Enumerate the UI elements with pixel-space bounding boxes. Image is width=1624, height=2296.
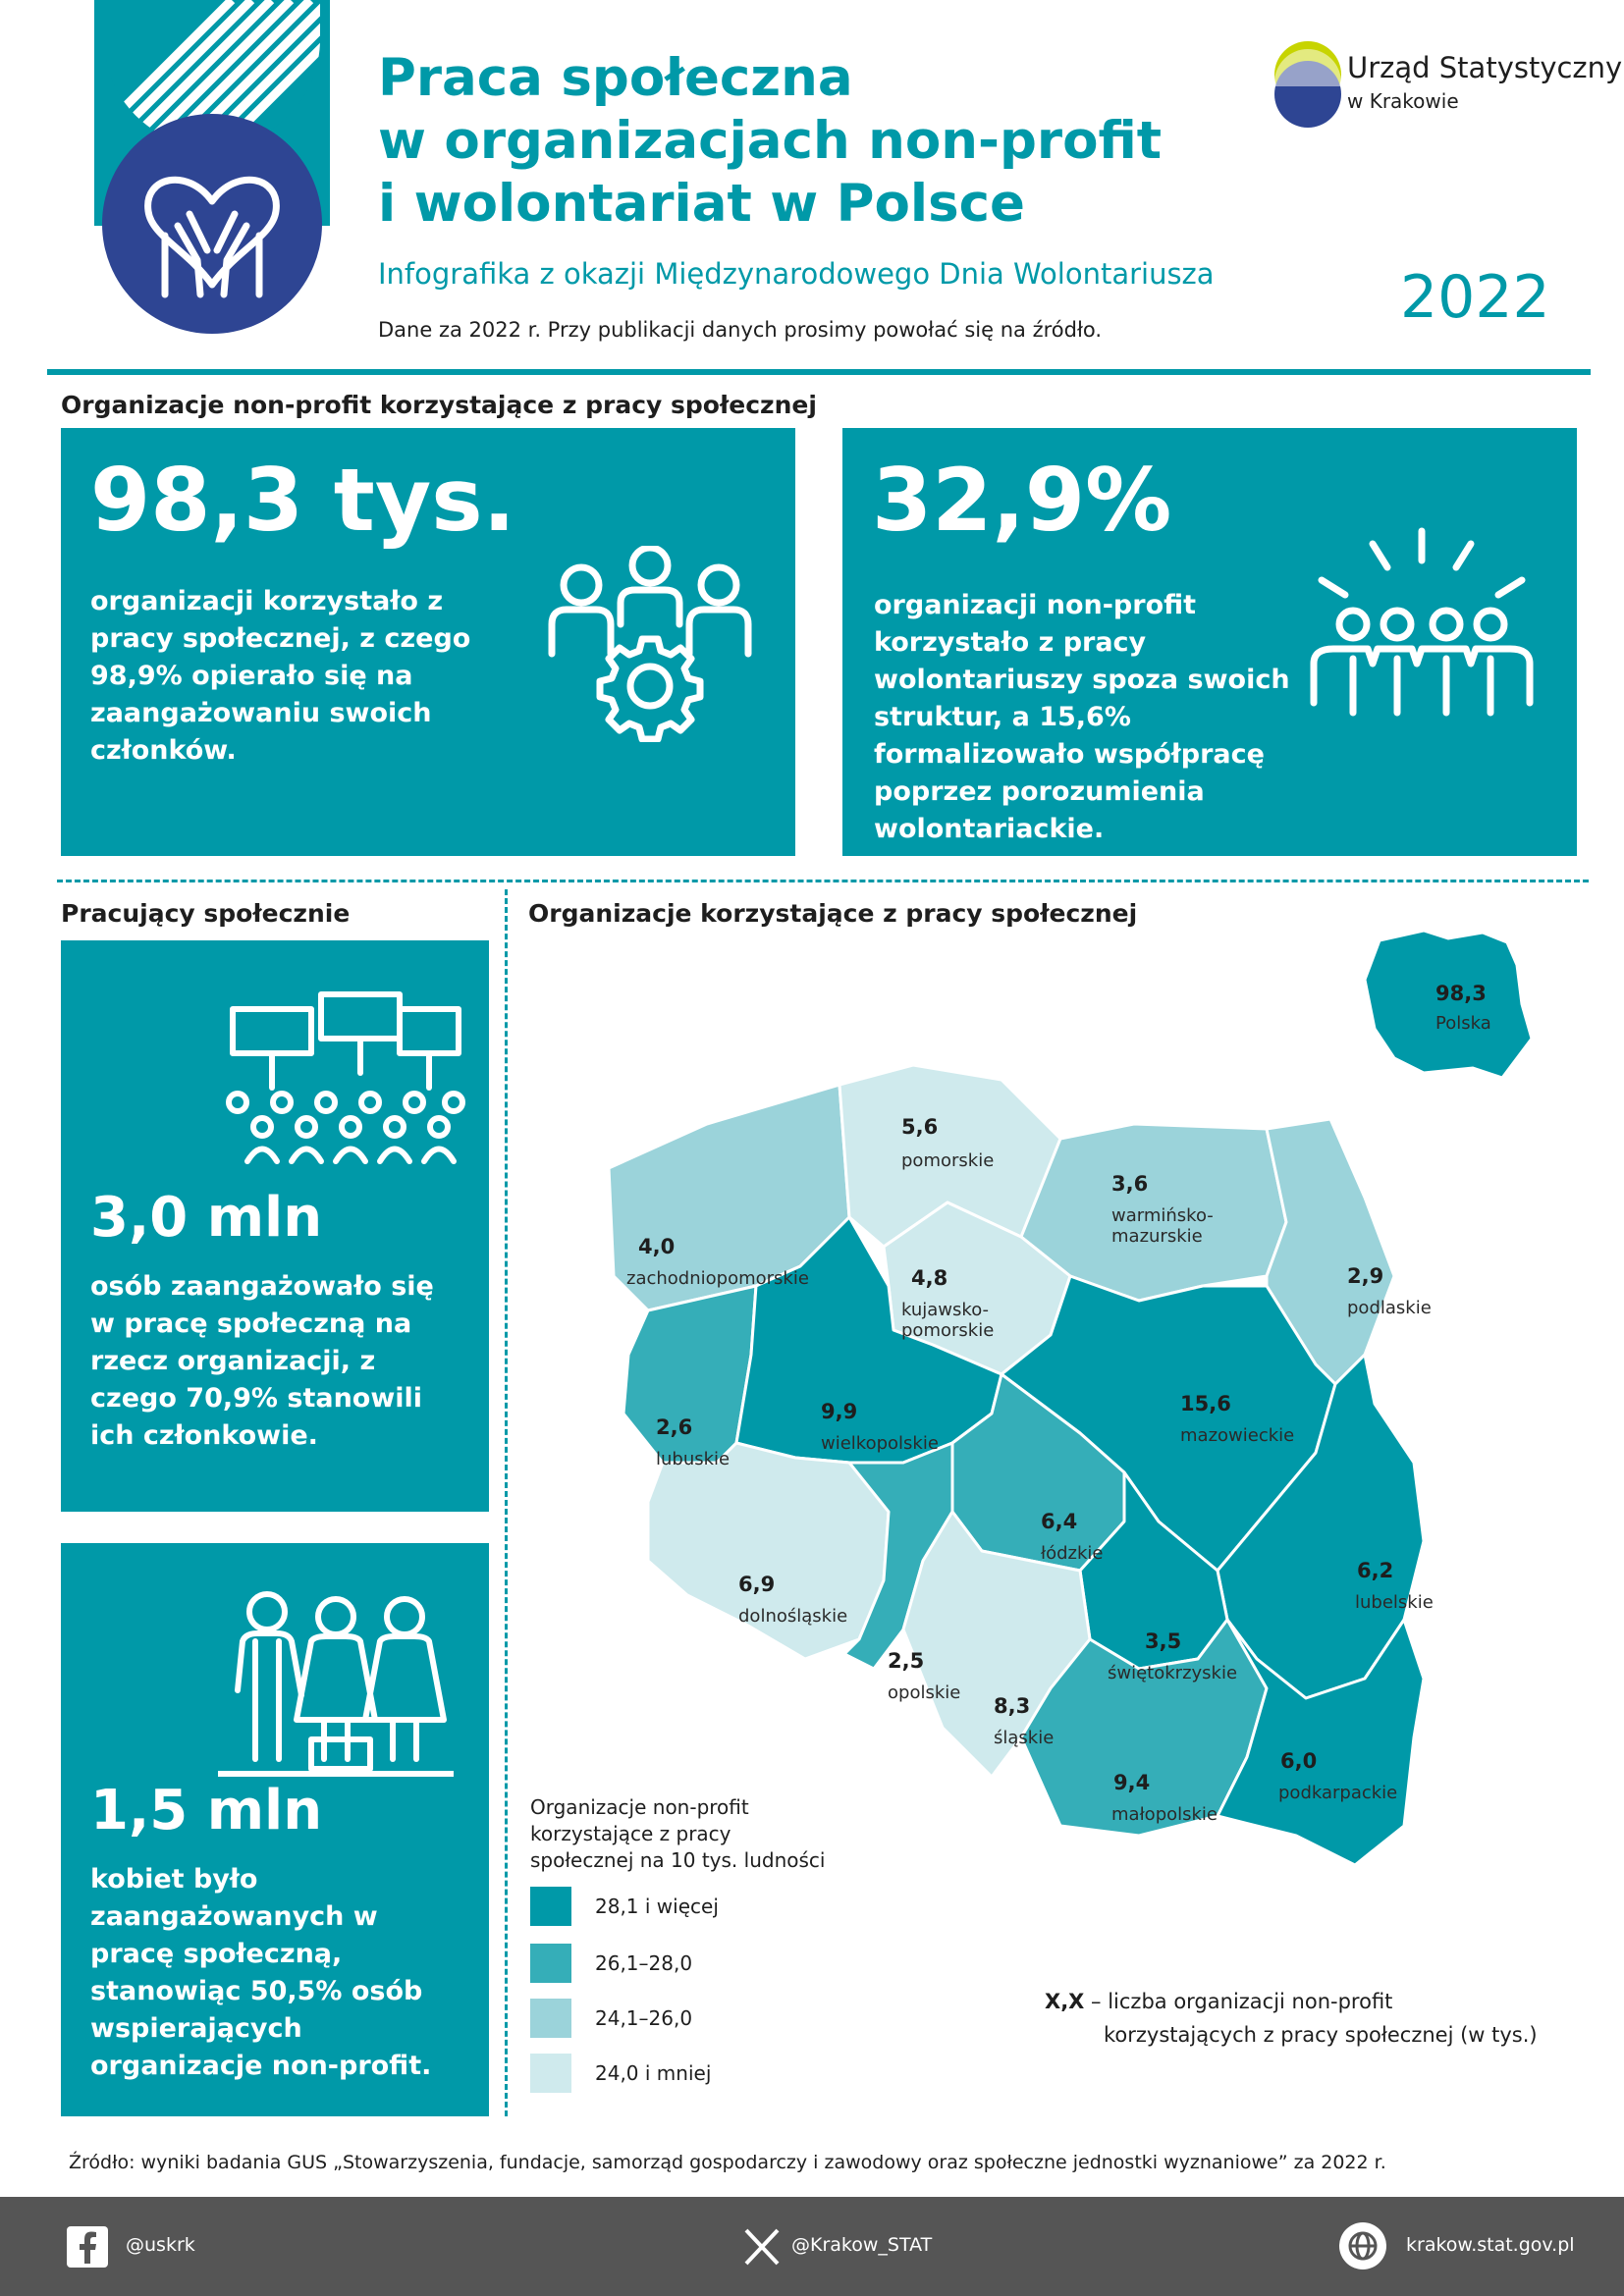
stat-value: 1,5 mln [90,1779,323,1842]
facebook-icon[interactable] [67,2226,108,2268]
label-lubelskie-name: lubelskie [1355,1592,1434,1613]
map-note-key: X,X [1045,1990,1085,2013]
map-legend [530,1794,864,2085]
map-note-line-1: – liczba organizacji non-profit [1084,1990,1393,2013]
label-pomorskie-value: 5,6 [901,1115,939,1139]
label-dolnoslaskie-name: dolnośląskie [738,1606,848,1627]
label-zachodniopomorskie-value: 4,0 [638,1235,676,1258]
globe-icon[interactable] [1339,2222,1386,2269]
stat-text: organizacji korzystało z pracy społecznej, z czego 98,9% opierało się na zaangażowaniu swoich członków. [90,586,471,766]
section1-heading: Organizacje non-profit korzystające z pracy społecznej [61,391,817,419]
facebook-handle[interactable]: @uskrk [126,2234,195,2256]
team-celebration-icon [1294,526,1549,722]
poland-value: 98,3 [1435,982,1487,1005]
gus-logo-icon [1269,35,1347,133]
label-dolnoslaskie-value: 6,9 [738,1573,776,1596]
stat-box-organizations [61,428,795,856]
legend-title-line-1: Organizacje non-profit [530,1795,749,1819]
legend-swatch [530,2054,571,2093]
title-line-3: i wolontariat w Polsce [378,174,1026,234]
label-warminsko-mazurskie-name: warmińsko-mazurskie [1111,1205,1214,1247]
label-pomorskie-name: pomorskie [901,1150,995,1171]
page-subtitle: Infografika z okazji Międzynarodowego Dnia Wolontariusza [378,257,1215,291]
stat-value: 32,9% [872,450,1172,551]
logo-line-1: Urząd Statystyczny [1347,51,1623,84]
section2-heading: Pracujący społecznie [61,899,351,928]
map-heading: Organizacje korzystające z pracy społecznej [528,899,1138,928]
legend-swatch [530,1887,571,1926]
title-line-1: Praca społeczna [378,48,853,108]
section-divider [57,880,1589,882]
legend-label: 24,1–26,0 [595,2006,693,2030]
legend-swatch [530,1944,571,1983]
label-swietokrzyskie-name: świętokrzyskie [1108,1663,1238,1683]
stat-box-people [61,940,489,1512]
legend-item [530,1999,864,2052]
legend-label: 26,1–28,0 [595,1951,693,1975]
heart-hands-icon [94,0,330,334]
stat-box-volunteers [842,428,1577,856]
map-note [1045,1985,1538,2052]
stat-text: organizacji non-profit korzystało z pracy wolontariuszy spoza swoich struktur, a 15,6% formalizowało współpracę poprzez porozumienia wolontariackie. [874,590,1290,844]
label-podkarpackie-name: podkarpackie [1278,1783,1398,1803]
label-podkarpackie-value: 6,0 [1280,1749,1318,1773]
stat-text: kobiet było zaangażowanych w pracę społeczną, stanowiąc 50,5% osób wspierających organizacje non-profit. [90,1864,432,2081]
stat-value: 3,0 mln [90,1186,323,1250]
legend-title [530,1794,864,1874]
label-lubuskie-value: 2,6 [656,1415,693,1439]
header-emblem [94,0,330,334]
footer [0,2197,1624,2296]
label-malopolskie-value: 9,4 [1113,1771,1151,1794]
label-slaskie-value: 8,3 [994,1694,1031,1718]
label-swietokrzyskie-value: 3,5 [1145,1629,1182,1653]
label-podlaskie-name: podlaskie [1347,1298,1432,1318]
citation-note: Dane za 2022 r. Przy publikacji danych prosimy powołać się na źródło. [378,318,1103,342]
x-twitter-icon[interactable] [742,2226,782,2268]
label-slaskie-name: śląskie [994,1728,1055,1748]
label-malopolskie-name: małopolskie [1111,1804,1218,1825]
label-wielkopolskie-value: 9,9 [821,1400,858,1423]
label-kujawsko-pomorskie-name: kujawsko-pomorskie [901,1300,995,1341]
x-handle[interactable]: @Krakow_STAT [791,2234,933,2256]
label-lubuskie-name: lubuskie [656,1449,731,1469]
label-wielkopolskie-name: wielkopolskie [821,1433,939,1454]
header-divider [47,369,1591,375]
legend-label: 28,1 i więcej [595,1895,719,1918]
title-line-2: w organizacjach non-profit [378,111,1163,171]
year-label: 2022 [1400,263,1550,332]
logo-line-2: w Krakowie [1347,89,1459,113]
label-lubelskie-value: 6,2 [1357,1559,1394,1582]
label-zachodniopomorskie-name: zachodniopomorskie [626,1268,809,1289]
label-mazowieckie-value: 15,6 [1180,1392,1231,1415]
label-mazowieckie-name: mazowieckie [1180,1425,1295,1446]
team-gear-icon [542,546,758,742]
website-link[interactable]: krakow.stat.gov.pl [1406,2234,1575,2256]
legend-label: 24,0 i mniej [595,2061,712,2085]
legend-item [530,1944,864,1997]
women-group-icon [218,1582,454,1779]
label-lodzkie-name: łódzkie [1041,1543,1104,1564]
map-note-line-2: korzystających z pracy społecznej (w tys.) [1104,2023,1538,2047]
label-lodzkie-value: 6,4 [1041,1510,1078,1533]
column-divider [505,889,508,2116]
legend-swatch [530,1999,571,2038]
source-note: Źródło: wyniki badania GUS „Stowarzyszenia, fundacje, samorząd gospodarczy i zawodowy oraz społeczne jednostki wyznaniowe” za 2022 r. [69,2152,1386,2173]
legend-title-line-3: społecznej na 10 tys. ludności [530,1848,826,1872]
stat-box-women [61,1543,489,2116]
legend-item [530,1887,864,1940]
legend-title-line-2: korzystające z pracy [530,1822,731,1845]
label-kujawsko-pomorskie-value: 4,8 [911,1266,948,1290]
poland-name: Polska [1435,1013,1491,1034]
region-dolnoslaskie [648,1443,889,1659]
label-opolskie-value: 2,5 [888,1649,925,1673]
label-opolskie-name: opolskie [888,1682,961,1703]
legend-item [530,2054,864,2107]
protest-crowd-icon [218,989,473,1166]
label-warminsko-mazurskie-value: 3,6 [1111,1172,1149,1196]
stat-value: 98,3 tys. [90,450,515,551]
stat-text: osób zaangażowało się w pracę społeczną na rzecz organizacji, z czego 70,9% stanowili ich członkowie. [90,1271,434,1451]
logo-text [1347,51,1622,118]
label-podlaskie-value: 2,9 [1347,1264,1384,1288]
page-title [378,47,1162,236]
